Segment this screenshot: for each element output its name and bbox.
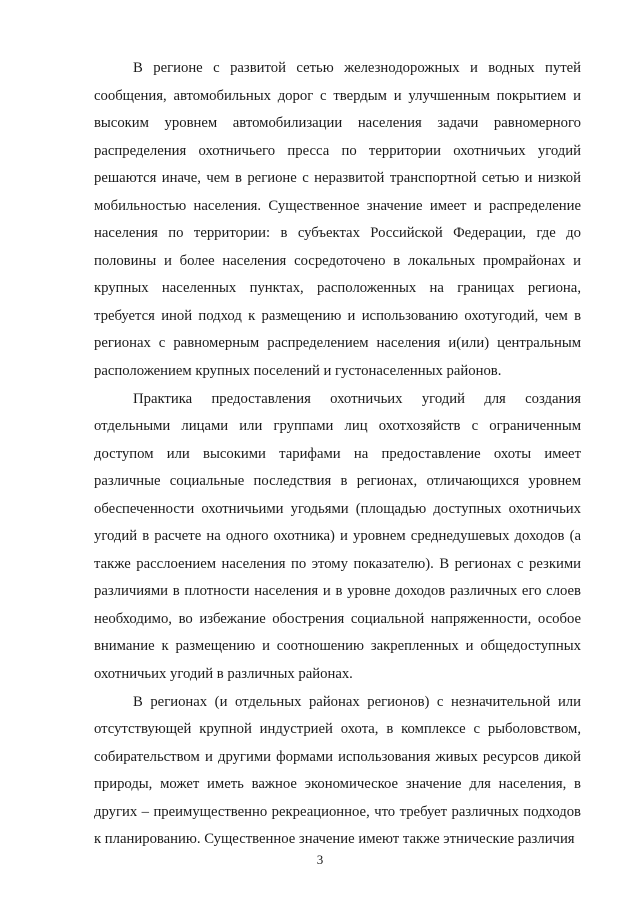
paragraph-2: Практика предоставления охотничьих угодий для создания отдельными лицами или группами лиц охотхозяйств с ограниченным доступом или высокими тарифами на предоставление охоты имеет различные социальные последствия в регионах, отличающихся уровнем обеспеченности охотничьими угодьями (площадью доступных охотничьих угодий в расчете на одного охотника) и уровнем среднедушевых доходов (а также расслоением населения по этому показателю). В регионах с резкими различиями в плотности населения и в уровне доходов различных его слоев необходимо, во избежание обострения социальной напряженности, особое внимание к размещению и соотношению закрепленных и общедоступных охотничьих угодий в различных районах. — [94, 390, 581, 683]
page-number: 3 — [316, 852, 324, 867]
paragraph-3: В регионах (и отдельных районах регионов) с незначительной или отсутствующей крупной индустрией охота, в комплексе с рыболовством, собирательством и другими формами использования живых ресурсов дикой природы, может иметь важное экономическое значение для населения, в других – преимущественно рекреационное, что требует различных подходов к планированию. Существенное значение имеют также этнические различия — [94, 693, 581, 848]
body-text — [94, 55, 581, 854]
paragraph-1: В регионе с развитой сетью железнодорожных и водных путей сообщения, автомобильных дорог с твердым и улучшенным покрытием и высоким уровнем автомобилизации населения задачи равномерного распределения охотничьего пресса по территории охотничьих угодий решаются иначе, чем в регионе с неразвитой транспортной сетью и низкой мобильностью населения. Существенное значение имеет и распределение населения по территории: в субъектах Российской Федерации, где до половины и более населения сосредоточено в локальных промрайонах и крупных населенных пунктах, расположенных на границах региона, требуется иной подход к размещению и использованию охотугодий, чем в регионах с равномерным распределением населения и(или) центральным расположением крупных поселений и густонаселенных районов. — [94, 60, 581, 380]
